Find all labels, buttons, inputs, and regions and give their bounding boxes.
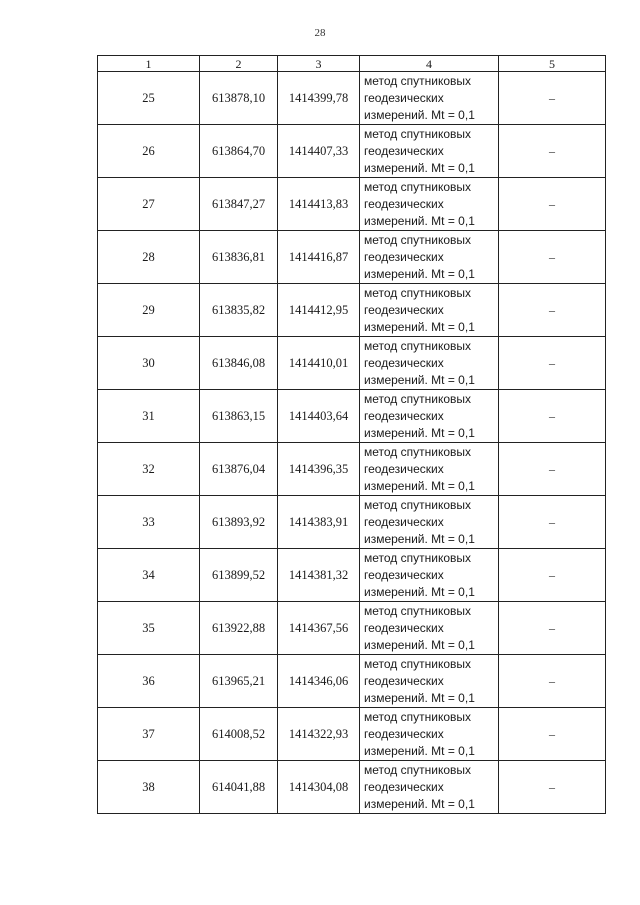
method-cell <box>360 708 499 761</box>
x-coordinate-cell: 613846,08 <box>200 337 278 390</box>
note-cell: – <box>499 443 606 496</box>
method-line: измерений. Mt = 0,1 <box>364 743 475 758</box>
method-line: измерений. Mt = 0,1 <box>364 372 475 387</box>
y-coordinate-cell: 1414407,33 <box>278 125 360 178</box>
y-coordinate-cell: 1414322,93 <box>278 708 360 761</box>
method-line: геодезических <box>364 461 444 476</box>
point-number-cell: 35 <box>98 602 200 655</box>
method-line: геодезических <box>364 196 444 211</box>
column-header-method: 4 <box>360 56 499 72</box>
table-row <box>98 178 606 231</box>
column-header-y: 3 <box>278 56 360 72</box>
method-line: измерений. Mt = 0,1 <box>364 319 475 334</box>
method-line: геодезических <box>364 90 444 105</box>
method-cell <box>360 761 499 814</box>
y-coordinate-cell: 1414416,87 <box>278 231 360 284</box>
method-line: геодезических <box>364 567 444 582</box>
method-line: метод спутниковых <box>364 232 472 247</box>
table-row <box>98 549 606 602</box>
table-row <box>98 761 606 814</box>
table-row <box>98 337 606 390</box>
method-line: метод спутниковых <box>364 126 472 141</box>
method-line: геодезических <box>364 302 444 317</box>
y-coordinate-cell: 1414304,08 <box>278 761 360 814</box>
method-line: метод спутниковых <box>364 73 472 88</box>
column-header-point-number: 1 <box>98 56 200 72</box>
y-coordinate-cell: 1414412,95 <box>278 284 360 337</box>
note-cell: – <box>499 125 606 178</box>
method-line: измерений. Mt = 0,1 <box>364 425 475 440</box>
y-coordinate-cell: 1414367,56 <box>278 602 360 655</box>
table-row <box>98 708 606 761</box>
method-line: измерений. Mt = 0,1 <box>364 160 475 175</box>
method-line: измерений. Mt = 0,1 <box>364 266 475 281</box>
note-cell: – <box>499 284 606 337</box>
method-line: метод спутниковых <box>364 550 472 565</box>
y-coordinate-cell: 1414413,83 <box>278 178 360 231</box>
point-number-cell: 33 <box>98 496 200 549</box>
page-number: 28 <box>314 27 326 39</box>
method-line: измерений. Mt = 0,1 <box>364 107 475 122</box>
x-coordinate-cell: 613836,81 <box>200 231 278 284</box>
x-coordinate-cell: 613893,92 <box>200 496 278 549</box>
method-line: измерений. Mt = 0,1 <box>364 213 475 228</box>
point-number-cell: 29 <box>98 284 200 337</box>
method-cell <box>360 284 499 337</box>
table-row <box>98 602 606 655</box>
column-header-note: 5 <box>499 56 606 72</box>
table-row <box>98 496 606 549</box>
y-coordinate-cell: 1414346,06 <box>278 655 360 708</box>
note-cell: – <box>499 390 606 443</box>
x-coordinate-cell: 613863,15 <box>200 390 278 443</box>
note-cell: – <box>499 337 606 390</box>
y-coordinate-cell: 1414399,78 <box>278 72 360 125</box>
method-cell <box>360 602 499 655</box>
method-line: измерений. Mt = 0,1 <box>364 796 475 811</box>
table-row <box>98 231 606 284</box>
table-header-row <box>98 56 606 72</box>
table-row <box>98 655 606 708</box>
point-number-cell: 28 <box>98 231 200 284</box>
y-coordinate-cell: 1414403,64 <box>278 390 360 443</box>
method-line: метод спутниковых <box>364 285 472 300</box>
x-coordinate-cell: 613899,52 <box>200 549 278 602</box>
table-row <box>98 443 606 496</box>
x-coordinate-cell: 613878,10 <box>200 72 278 125</box>
x-coordinate-cell: 613922,88 <box>200 602 278 655</box>
x-coordinate-cell: 613876,04 <box>200 443 278 496</box>
method-cell <box>360 125 499 178</box>
point-number-cell: 32 <box>98 443 200 496</box>
method-line: метод спутниковых <box>364 338 472 353</box>
note-cell: – <box>499 602 606 655</box>
point-number-cell: 38 <box>98 761 200 814</box>
method-line: геодезических <box>364 143 444 158</box>
point-number-cell: 31 <box>98 390 200 443</box>
x-coordinate-cell: 613864,70 <box>200 125 278 178</box>
note-cell: – <box>499 549 606 602</box>
method-line: геодезических <box>364 514 444 529</box>
table-row <box>98 390 606 443</box>
table-row <box>98 284 606 337</box>
method-cell <box>360 72 499 125</box>
method-line: метод спутниковых <box>364 497 472 512</box>
method-line: геодезических <box>364 726 444 741</box>
method-line: измерений. Mt = 0,1 <box>364 637 475 652</box>
method-cell <box>360 337 499 390</box>
method-line: измерений. Mt = 0,1 <box>364 478 475 493</box>
method-line: геодезических <box>364 408 444 423</box>
x-coordinate-cell: 614041,88 <box>200 761 278 814</box>
method-line: метод спутниковых <box>364 762 472 777</box>
note-cell: – <box>499 655 606 708</box>
y-coordinate-cell: 1414383,91 <box>278 496 360 549</box>
x-coordinate-cell: 613847,27 <box>200 178 278 231</box>
method-line: метод спутниковых <box>364 656 472 671</box>
method-cell <box>360 178 499 231</box>
note-cell: – <box>499 761 606 814</box>
method-line: метод спутниковых <box>364 709 472 724</box>
coordinates-table <box>97 55 606 814</box>
method-line: измерений. Mt = 0,1 <box>364 690 475 705</box>
note-cell: – <box>499 231 606 284</box>
note-cell: – <box>499 72 606 125</box>
point-number-cell: 36 <box>98 655 200 708</box>
method-line: измерений. Mt = 0,1 <box>364 584 475 599</box>
method-cell <box>360 443 499 496</box>
method-line: метод спутниковых <box>364 444 472 459</box>
x-coordinate-cell: 614008,52 <box>200 708 278 761</box>
point-number-cell: 37 <box>98 708 200 761</box>
method-cell <box>360 496 499 549</box>
y-coordinate-cell: 1414381,32 <box>278 549 360 602</box>
y-coordinate-cell: 1414410,01 <box>278 337 360 390</box>
note-cell: – <box>499 496 606 549</box>
y-coordinate-cell: 1414396,35 <box>278 443 360 496</box>
point-number-cell: 26 <box>98 125 200 178</box>
x-coordinate-cell: 613835,82 <box>200 284 278 337</box>
method-line: геодезических <box>364 779 444 794</box>
method-line: метод спутниковых <box>364 179 472 194</box>
method-line: геодезических <box>364 249 444 264</box>
method-line: метод спутниковых <box>364 603 472 618</box>
method-line: измерений. Mt = 0,1 <box>364 531 475 546</box>
point-number-cell: 27 <box>98 178 200 231</box>
table-row <box>98 125 606 178</box>
column-header-x: 2 <box>200 56 278 72</box>
method-cell <box>360 655 499 708</box>
method-line: геодезических <box>364 355 444 370</box>
method-cell <box>360 390 499 443</box>
point-number-cell: 34 <box>98 549 200 602</box>
method-line: метод спутниковых <box>364 391 472 406</box>
table-row <box>98 72 606 125</box>
point-number-cell: 30 <box>98 337 200 390</box>
point-number-cell: 25 <box>98 72 200 125</box>
note-cell: – <box>499 178 606 231</box>
method-cell <box>360 231 499 284</box>
x-coordinate-cell: 613965,21 <box>200 655 278 708</box>
method-line: геодезических <box>364 620 444 635</box>
method-cell <box>360 549 499 602</box>
note-cell: – <box>499 708 606 761</box>
method-line: геодезических <box>364 673 444 688</box>
